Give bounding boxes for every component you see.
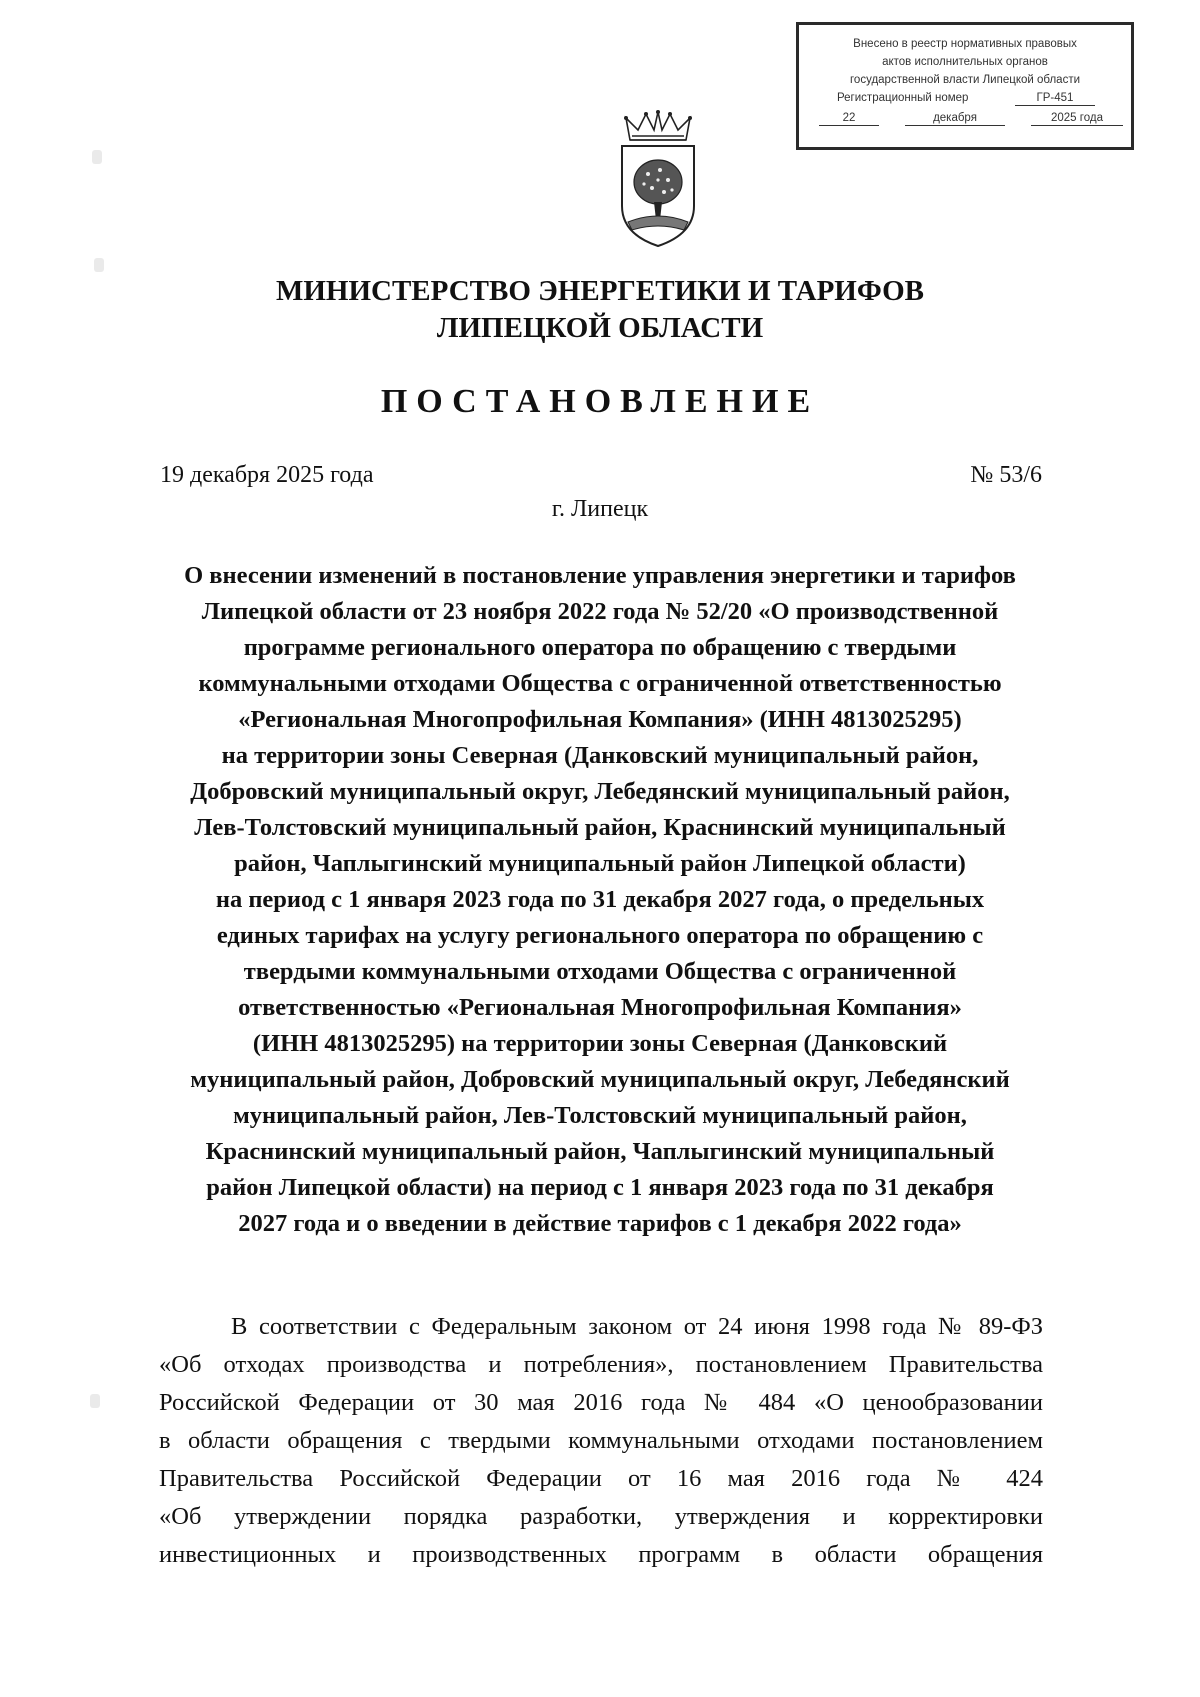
scan-speck — [90, 1394, 100, 1408]
stamp-reg-label: Регистрационный номер — [837, 92, 969, 104]
stamp-reg-number: ГР-451 — [1015, 89, 1095, 106]
subject-line: ответственностью «Региональная Многопрофильная Компания» — [238, 994, 962, 1021]
document-type-title: ПОСТАНОВЛЕНИЕ — [380, 383, 820, 420]
subject-line: на период с 1 января 2023 года по 31 декабря 2027 года, о предельных — [215, 886, 985, 913]
subject-line: О внесении изменений в постановление управления энергетики и тарифов — [184, 562, 1016, 589]
document-number: № 53/6 — [970, 462, 1042, 488]
subject-line: на территории зоны Северная (Данковский муниципальный район, — [221, 742, 979, 769]
stamp-year: 2025 года — [1031, 109, 1123, 126]
document-subject — [130, 558, 1070, 1242]
stamp-line: Внесено в реестр нормативных правовых — [853, 38, 1077, 50]
stamp-line: государственной власти Липецкой области — [849, 74, 1081, 86]
ministry-line: МИНИСТЕРСТВО ЭНЕРГЕТИКИ И ТАРИФОВ — [275, 275, 925, 307]
subject-line: Липецкой области от 23 ноября 2022 года № 52/20 «О производственной — [201, 598, 999, 625]
subject-line: (ИНН 4813025295) на территории зоны Северная (Данковский — [252, 1030, 948, 1057]
subject-line: район, Чаплыгинский муниципальный район Липецкой области) — [234, 850, 966, 877]
subject-line: Краснинский муниципальный район, Чаплыгинский муниципальный — [205, 1138, 995, 1165]
ministry-name — [100, 273, 1100, 347]
subject-line: единых тарифах на услугу регионального оператора по обращению с — [216, 922, 984, 949]
ministry-line: ЛИПЕЦКОЙ ОБЛАСТИ — [436, 312, 764, 344]
body-line: В соответствии с Федеральным законом от 24 июня 1998 года № 89-ФЗ — [231, 1313, 1043, 1340]
body-line: инвестиционных и производственных программ в области обращения — [159, 1541, 1043, 1568]
subject-line: твердыми коммунальными отходами Общества с ограниченной — [243, 958, 957, 985]
scan-speck — [92, 150, 102, 164]
document-city: г. Липецк — [551, 496, 649, 522]
stamp-registration — [805, 89, 1125, 109]
subject-line: программе регионального оператора по обращению с твердыми — [243, 634, 957, 661]
scan-speck — [94, 258, 104, 272]
registry-stamp — [796, 22, 1134, 150]
subject-line: коммунальными отходами Общества с ограниченной ответственностью — [198, 670, 1002, 697]
body-line: «Об утверждении порядка разработки, утверждения и корректировки — [159, 1503, 1043, 1530]
subject-line: Добровский муниципальный округ, Лебедянский муниципальный район, — [190, 778, 1010, 805]
stamp-day: 22 — [819, 109, 879, 126]
body-line: Правительства Российской Федерации от 16 мая 2016 года № 424 — [159, 1465, 1043, 1492]
subject-line: Лев-Толстовский муниципальный район, Краснинский муниципальный — [194, 814, 1006, 841]
subject-line: «Региональная Многопрофильная Компания» (ИНН 4813025295) — [238, 706, 962, 733]
subject-line: район Липецкой области) на период с 1 января 2023 года по 31 декабря — [206, 1174, 994, 1201]
subject-line: муниципальный район, Добровский муниципальный округ, Лебедянский — [190, 1066, 1010, 1093]
body-line: в области обращения с твердыми коммунальными отходами постановлением — [159, 1427, 1043, 1454]
coat-of-arms-icon — [608, 110, 708, 250]
subject-line: муниципальный район, Лев-Толстовский муниципальный район, — [233, 1102, 967, 1129]
body-line: Российской Федерации от 30 мая 2016 года № 484 «О ценообразовании — [159, 1389, 1043, 1416]
stamp-month: декабря — [905, 109, 1005, 126]
stamp-date — [805, 109, 1125, 129]
date-number-row — [160, 462, 1042, 494]
stamp-line: актов исполнительных органов — [882, 56, 1048, 68]
document-date: 19 декабря 2025 года — [160, 462, 374, 488]
body-line: «Об отходах производства и потребления», постановлением Правительства — [159, 1351, 1043, 1378]
body-paragraph — [159, 1308, 1043, 1574]
subject-line: 2027 года и о введении в действие тарифов с 1 декабря 2022 года» — [238, 1210, 962, 1237]
